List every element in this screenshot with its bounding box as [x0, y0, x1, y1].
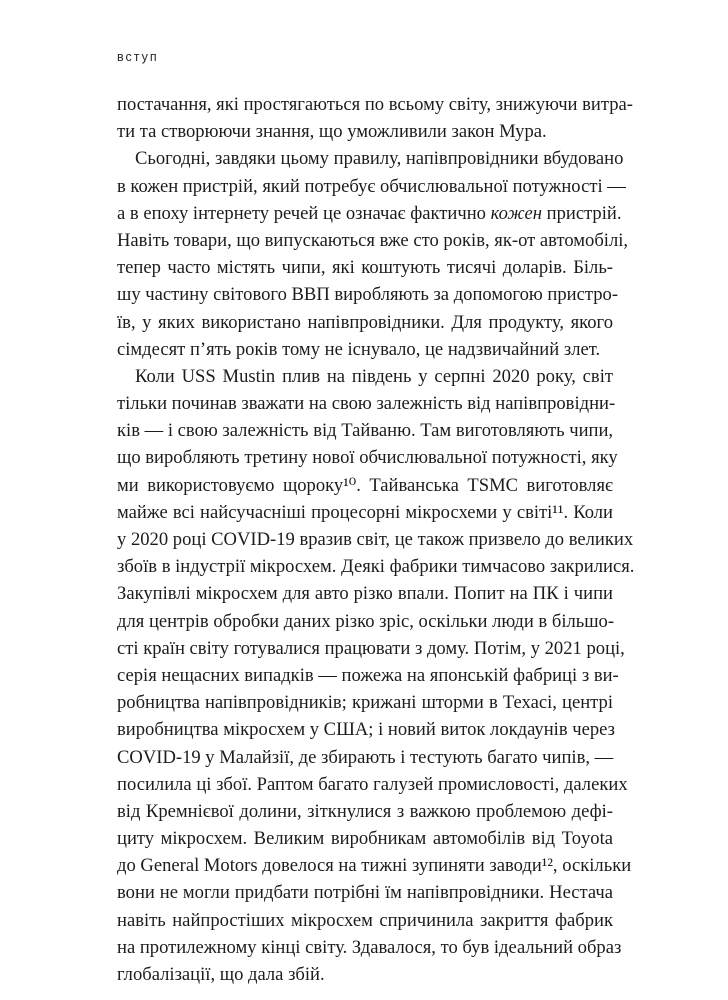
text-line: Коли USS Mustin плив на південь у серпні 2020 року, світ [135, 365, 613, 387]
text-line: Закупівлі мікросхем для авто різко впали. Попит на ПК і чипи [117, 583, 613, 605]
text-line: сті країн світу готувалися працювати з дому. Потім, у 2021 році, [117, 637, 625, 659]
text-line: COVID-19 у Малайзії, де збирають і тестують багато чипів, — [117, 746, 614, 768]
text-line: ми використовуємо щороку¹⁰. Тайванська TSMC виготовляє [117, 474, 613, 496]
text-line: у 2020 році COVID-19 вразив світ, це також призвело до великих [117, 529, 634, 550]
text-line: шу частину світового ВВП виробляють за допомогою пристро- [117, 284, 619, 306]
text-line: виробництва мікросхем у США; і новий виток локдаунів через [117, 719, 615, 741]
text-line: що виробляють третину нової обчислювальної потужності, яку [117, 447, 618, 469]
body-text [117, 91, 635, 988]
text-line: ків — і свою залежність від Тайваню. Там виготовляють чипи, [117, 420, 614, 442]
text-line: до General Motors довелося на тижні зупиняти заводи¹², оскільки [117, 855, 632, 877]
text-line: посилила ці збої. Раптом багато галузей промисловості, далеких [117, 773, 628, 795]
text-line: серія нещасних випадків — пожежа на японській фабриці з ви- [117, 664, 619, 686]
text-line: їв, у яких використано напівпровідники. Для продукту, якого [117, 311, 613, 333]
text-line: глобалізації, що дала збій. [117, 964, 325, 985]
text-line: Сьогодні, завдяки цьому правилу, напівпровідники вбудовано [135, 148, 624, 170]
text-line: постачання, які простягаються по всьому світу, знижуючи витра- [117, 94, 633, 115]
text-line: робництва напівпровідників; крижані шторми в Техасі, центрі [117, 692, 613, 714]
text-line: ти та створюючи знання, що уможливили закон Мура. [117, 121, 547, 143]
text-line: вони не могли придбати потрібні їм напівпровідники. Нестача [117, 882, 613, 904]
text-line: тепер часто містять чипи, які коштують тисячі доларів. Біль- [117, 257, 613, 279]
text-line: сімдесят п’ять років тому не існувало, це надзвичайний злет. [117, 338, 601, 360]
text-line: для центрів обробки даних різко зріс, оскільки люди в більшо- [117, 610, 615, 632]
text-line: від Кремнієвої долини, зіткнулися з важкою проблемою дефі- [117, 800, 613, 822]
text-line: а в епоху інтернету речей це означає фактично кожен пристрій. [117, 202, 622, 224]
text-line: в кожен пристрій, який потребує обчислювальної потужності — [117, 175, 626, 197]
running-head: вступ [117, 50, 159, 64]
text-line: майже всі найсучасніші процесорні мікросхеми у світі¹¹. Коли [117, 501, 613, 523]
text-line: циту мікросхем. Великим виробникам автомобілів від Toyota [117, 828, 613, 850]
text-line: збоїв в індустрії мікросхем. Деякі фабрики тимчасово закрилися. [117, 556, 635, 578]
text-line: тільки починав зважати на свою залежність від напівпровідни- [117, 393, 616, 415]
emphasis: кожен [490, 202, 542, 224]
text-line: Навіть товари, що випускаються вже сто років, як-от автомобілі, [117, 229, 629, 251]
text-line: навіть найпростіших мікросхем спричинила закриття фабрик [117, 909, 613, 931]
text-line: на протилежному кінці світу. Здавалося, то був ідеальний образ [117, 936, 622, 958]
